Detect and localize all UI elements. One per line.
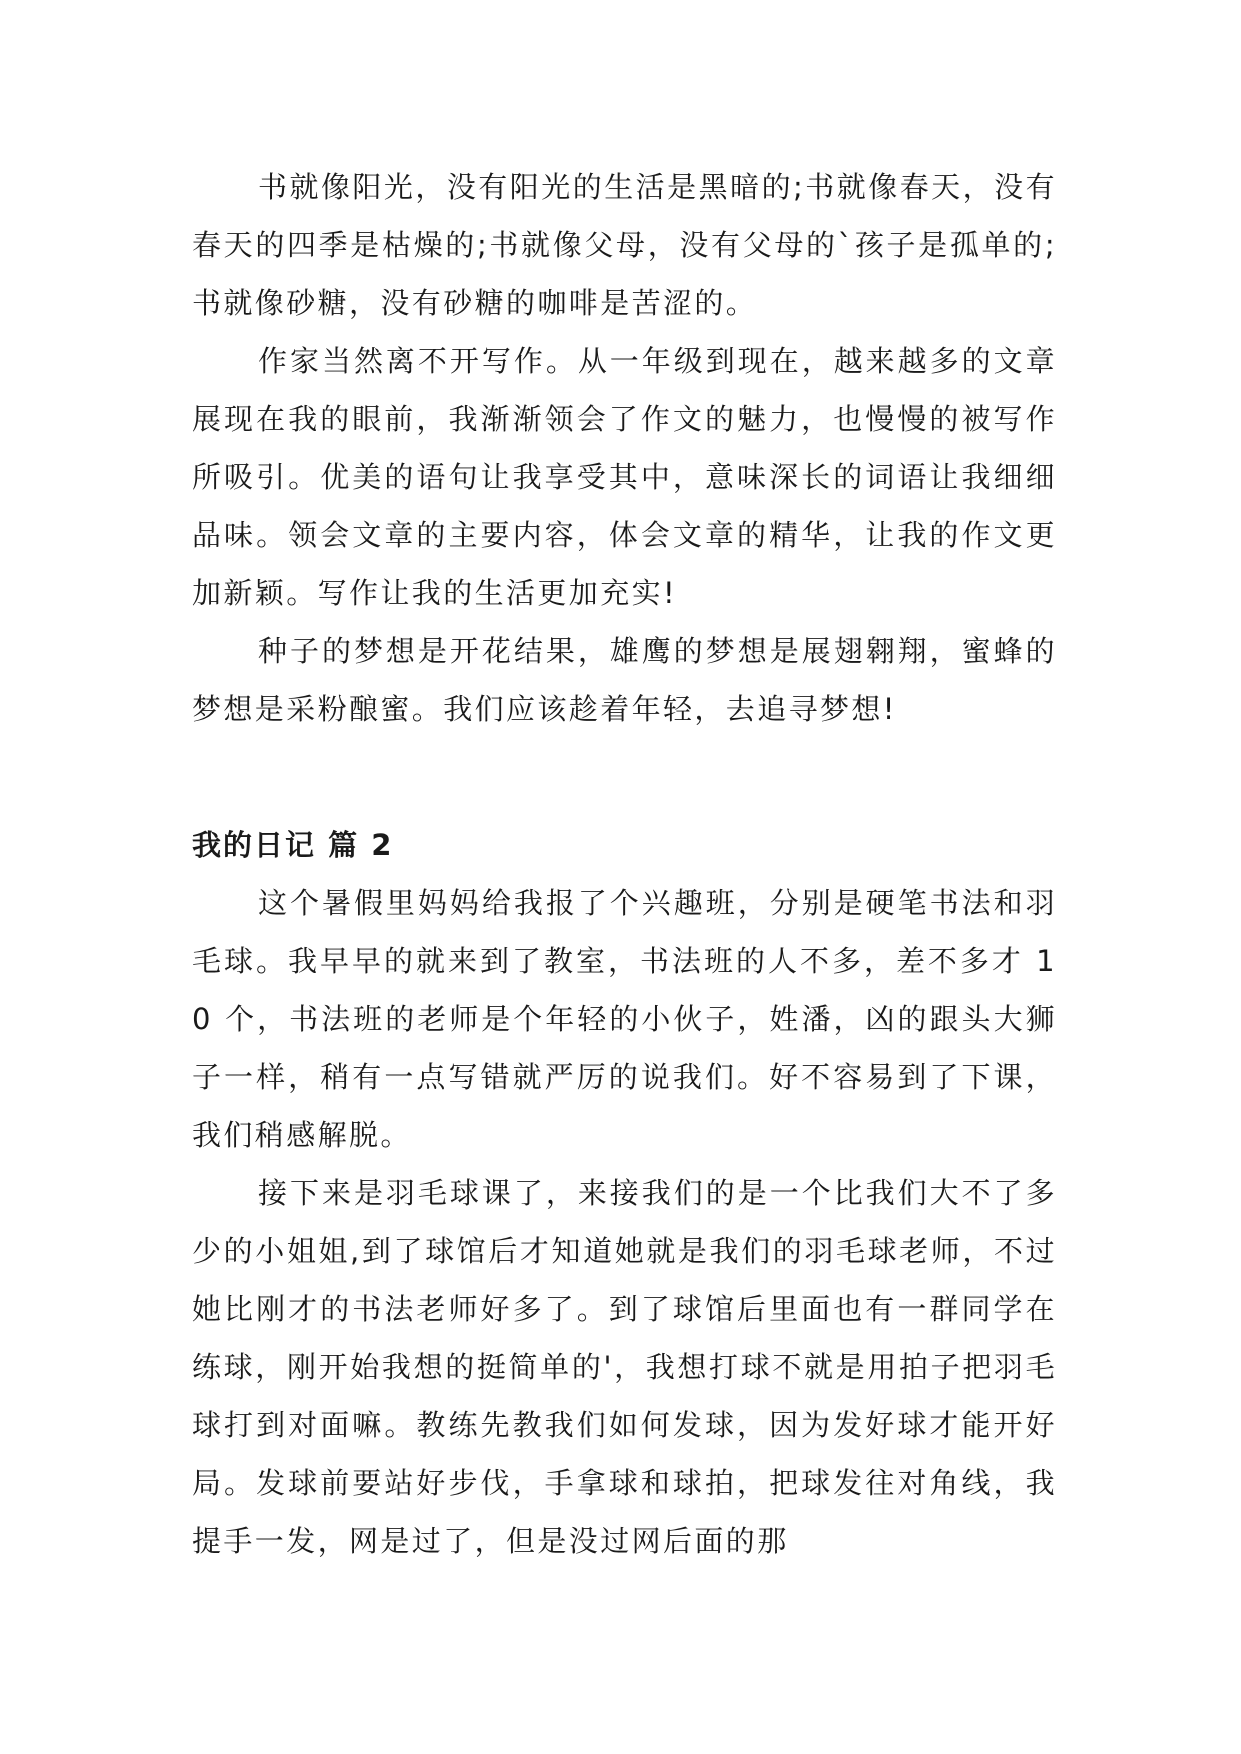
paragraph-dreams: 种子的梦想是开花结果，雄鹰的梦想是展翅翱翔，蜜蜂的梦想是采粉酿蜜。我们应该趁着年轻，去追寻梦想! — [192, 634, 1057, 726]
paragraph-calligraphy-class: 这个暑假里妈妈给我报了个兴趣班，分别是硬笔书法和羽毛球。我早早的就来到了教室，书法班的人不多，差不多才 10 个，书法班的老师是个年轻的小伙子，姓潘，凶的跟头大狮子一样，稍有一点写错就严厉的说我们。好不容易到了下课，我们稍感解脱。 — [192, 886, 1057, 1152]
paragraph-badminton-class: 接下来是羽毛球课了，来接我们的是一个比我们大不了多少的小姐姐,到了球馆后才知道她就是我们的羽毛球老师，不过她比刚才的书法老师好多了。到了球馆后里面也有一群同学在练球，刚开始我想的挺简单的'，我想打球不就是用拍子把羽毛球打到对面嘛。教练先教我们如何发球，因为发好球才能开好局。发球前要站好步伐，手拿球和球拍，把球发往对角线，我提手一发，网是过了，但是没过网后面的那 — [192, 1176, 1057, 1558]
document-body — [192, 158, 1057, 1570]
paragraph-writer-and-writing: 作家当然离不开写作。从一年级到现在，越来越多的文章展现在我的眼前，我渐渐领会了作文的魅力，也慢慢的被写作所吸引。优美的语句让我享受其中，意味深长的词语让我细细品味。领会文章的主要内容，体会文章的精华，让我的作文更加新颖。写作让我的生活更加充实! — [192, 344, 1057, 610]
section-title-diary-2: 我的日记 篇 2 — [192, 828, 394, 862]
paragraph-books-like-sunshine: 书就像阳光，没有阳光的生活是黑暗的;书就像春天，没有春天的四季是枯燥的;书就像父母，没有父母的`孩子是孤单的;书就像砂糖，没有砂糖的咖啡是苦涩的。 — [192, 170, 1057, 320]
